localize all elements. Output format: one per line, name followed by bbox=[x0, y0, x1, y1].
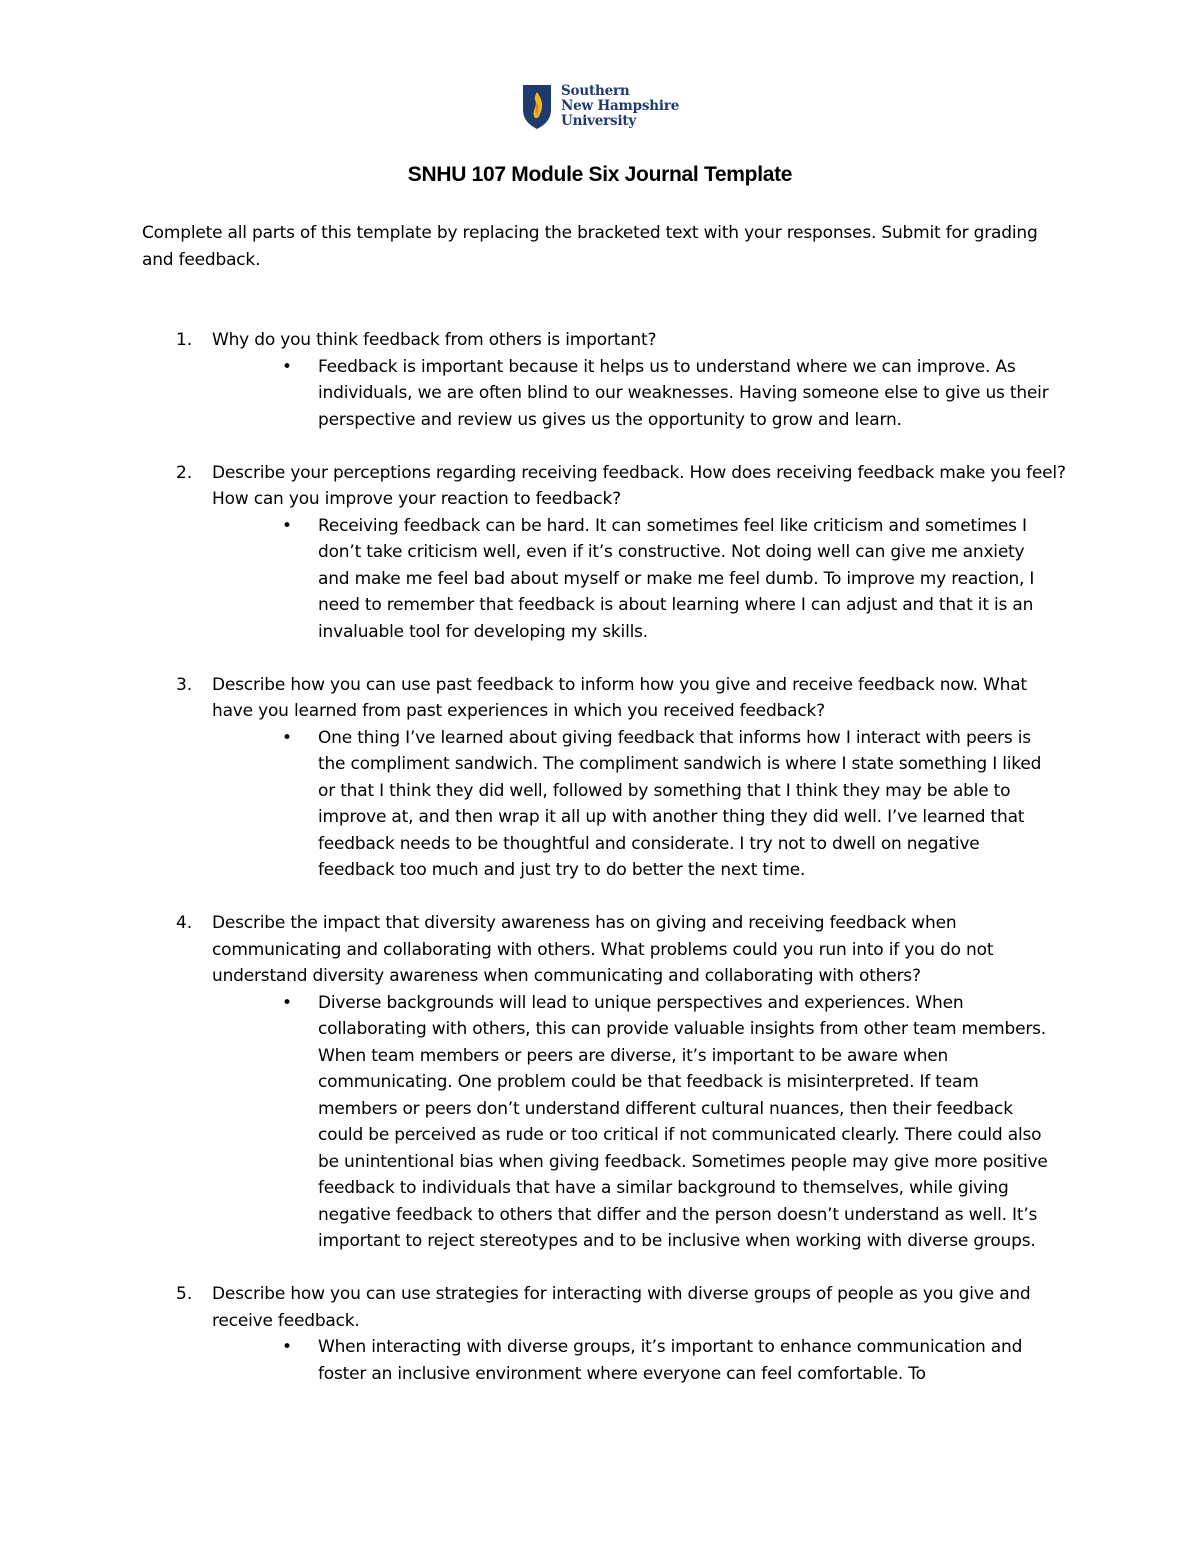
logo-line-2: New Hampshire bbox=[561, 98, 680, 114]
question-text: Why do you think feedback from others is important? bbox=[212, 330, 657, 350]
question-number: 4. bbox=[176, 913, 193, 933]
question-number: 2. bbox=[176, 462, 193, 483]
logo-line-3: University bbox=[561, 113, 637, 129]
bullet-icon: • bbox=[282, 727, 293, 748]
answer-item bbox=[212, 1334, 1072, 1387]
answer-text: Diverse backgrounds will lead to unique perspectives and experiences. When collaborating with others, this can provide valuable insights from other team members. When team members or peers are diverse, it’s important to be aware when communicating. One problem could be that feedback is misinterpreted. If team members or peers don’t understand different cultural nuances, then their feedback could be perceived as rude or too critical if not communicated clearly. There could also be unintentional bias when giving feedback. Sometimes people may give more positive feedback to individuals that have a similar background to themselves, while giving negative feedback to others that differ and the person doesn’t understand as well. It’s important to reject stereotypes and to be inclusive when working with diverse groups. bbox=[318, 992, 1048, 1251]
instructions-paragraph: Complete all parts of this template by replacing the bracketed text with your responses. Submit for grading and feedback. bbox=[142, 223, 1038, 270]
question-text: Describe the impact that diversity awareness has on giving and receiving feedback when communicating and collaborating with others. What problems could you run into if you do not understand diversity awareness when communicating and collaborating with others? bbox=[212, 913, 994, 986]
answer-text: Feedback is important because it helps us to understand where we can improve. As individuals, we are often blind to our weaknesses. Having someone else to give us their perspective and review us gives us the opportunity to grow and learn. bbox=[318, 356, 1049, 430]
answer-text: When interacting with diverse groups, it’s important to enhance communication and foster an inclusive environment where everyone can feel comfortable. To bbox=[318, 1337, 1023, 1384]
question-number: 5. bbox=[176, 1284, 193, 1304]
snhu-shield-icon bbox=[522, 84, 552, 130]
logo-wordmark bbox=[561, 84, 679, 129]
question-list bbox=[142, 327, 1072, 1414]
answer-text: Receiving feedback can be hard. It can sometimes feel like criticism and sometimes I don’t take criticism well, even if it’s constructive. Not doing well can give me anxiety and make me feel bad about myself or make me feel dumb. To improve my reaction, I need to remember that feedback is about learning where I can adjust and that it is an invaluable tool for developing my skills. bbox=[318, 515, 1035, 642]
question-text: Describe how you can use strategies for interacting with diverse groups of people as you give and receive feedback. bbox=[212, 1284, 1031, 1331]
question-item-3 bbox=[142, 672, 1072, 884]
snhu-logo bbox=[522, 84, 692, 134]
question-item-5 bbox=[142, 1281, 1072, 1387]
question-item-4 bbox=[142, 910, 1072, 1255]
answer-text: One thing I’ve learned about giving feedback that informs how I interact with peers is the compliment sandwich. The compliment sandwich is where I state something I liked or that I think they did well, followed by something that I think they may be able to improve at, and then wrap it all up with another thing they did well. I’ve learned that feedback needs to be thoughtful and considerate. I try not to dwell on negative feedback too much and just try to do better the next time. bbox=[318, 727, 1042, 880]
logo-line-1: Southern bbox=[561, 83, 630, 99]
bullet-icon: • bbox=[282, 356, 293, 377]
question-text: Describe how you can use past feedback to inform how you give and receive feedback now. What have you learned from past experiences in which you received feedback? bbox=[212, 674, 1027, 721]
bullet-icon: • bbox=[282, 515, 293, 536]
answer-item bbox=[212, 990, 1072, 1255]
bullet-icon: • bbox=[282, 992, 293, 1013]
document-title: SNHU 107 Module Six Journal Template bbox=[407, 163, 793, 186]
answer-item bbox=[212, 513, 1072, 646]
question-text: Describe your perceptions regarding receiving feedback. How does receiving feedback make you feel? How can you improve your reaction to feedback? bbox=[212, 462, 1066, 509]
question-item-1 bbox=[142, 327, 1072, 433]
question-number: 1. bbox=[176, 330, 193, 350]
question-number: 3. bbox=[176, 674, 193, 695]
answer-item bbox=[212, 354, 1072, 434]
question-item-2 bbox=[142, 460, 1072, 646]
answer-item bbox=[212, 725, 1072, 884]
bullet-icon: • bbox=[282, 1337, 293, 1357]
